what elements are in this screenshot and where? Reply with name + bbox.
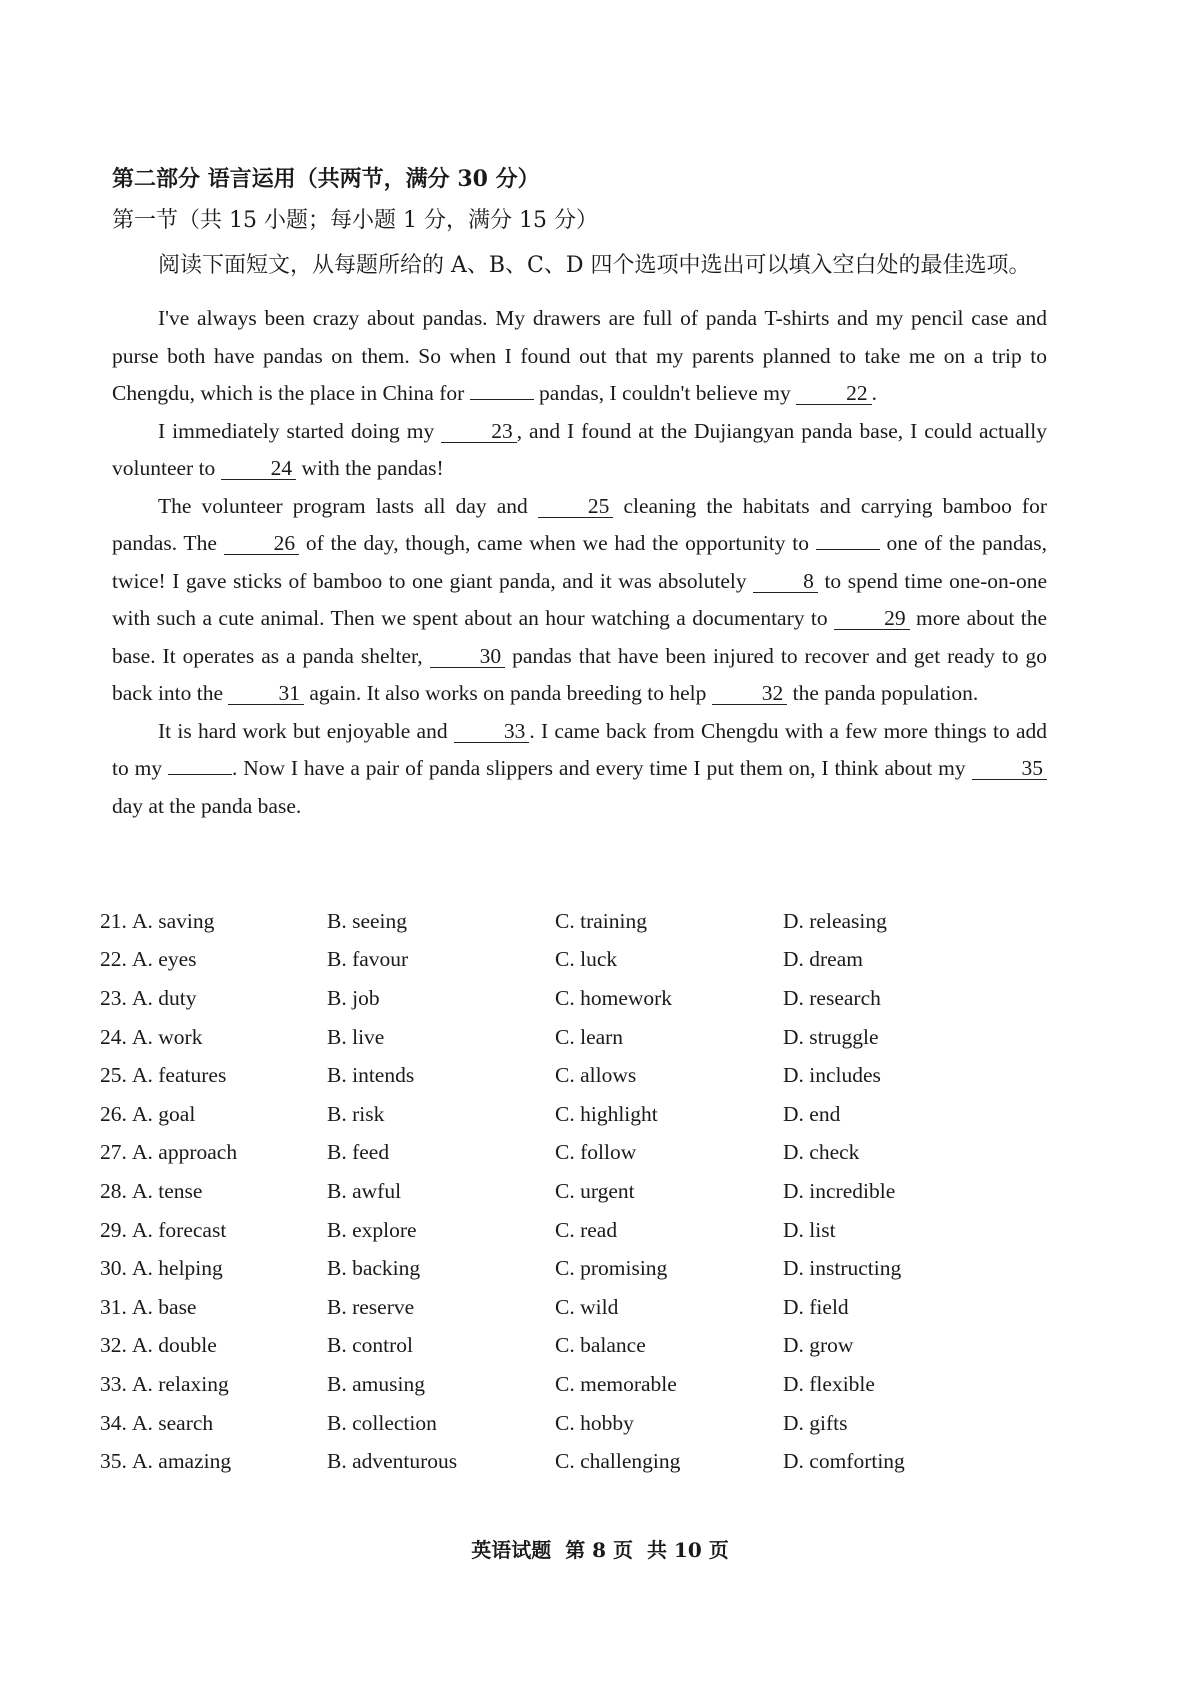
option-b: B. adventurous [327,1449,458,1474]
option-c: C. learn [555,1024,624,1049]
question-number: 22. [100,947,127,972]
question-number: 32. [100,1333,127,1358]
question-row [100,1056,1060,1095]
option-d: D. grow [783,1333,854,1358]
option-b: B. favour [327,947,409,972]
question-row [100,1095,1060,1134]
option-d: D. instructing [783,1256,902,1281]
question-number: 31. [100,1294,127,1319]
option-a: A. amazing [132,1449,232,1474]
question-row [100,1404,1060,1443]
question-number: 29. [100,1217,127,1242]
blank-23: 23 [441,420,517,443]
option-c: C. urgent [555,1178,635,1203]
option-b: B. seeing [327,908,408,933]
option-d: D. end [783,1101,841,1126]
blank-34 [168,774,232,775]
option-c: C. promising [555,1256,668,1281]
question-number: 25. [100,1063,127,1088]
question-row [100,1327,1060,1366]
question-row [100,1018,1060,1057]
answer-options [100,902,1060,1481]
paragraph-2: I immediately started doing my 23 , and I found at the Dujiangyan panda base, I could actually volunteer to 24 with the pandas! [112,418,1047,480]
option-a: A. eyes [132,947,197,972]
option-a: A. relaxing [132,1371,229,1396]
option-a: A. features [132,1063,227,1088]
option-a: A. duty [132,985,197,1010]
blank-32: 32 [712,682,788,705]
option-c: C. memorable [555,1371,677,1396]
paragraph-4: It is hard work but enjoyable and 33 . I came back from Chengdu with a few more things to add to my . Now I have a pair of panda slippers and every time I put them on, I think about my 35 day at the panda base. [112,718,1048,818]
option-a: A. work [132,1024,203,1049]
option-d: D. comforting [783,1449,905,1474]
option-d: D. gifts [783,1410,848,1435]
option-b: B. intends [327,1063,415,1088]
option-d: D. research [783,985,881,1010]
option-d: D. includes [783,1063,881,1088]
option-b: B. explore [327,1217,417,1242]
option-b: B. live [327,1024,385,1049]
blank-27 [816,549,880,550]
option-a: A. search [132,1410,214,1435]
option-a: A. saving [132,908,215,933]
option-a: A. double [132,1333,217,1358]
option-c: C. wild [555,1294,619,1319]
question-row [100,902,1060,941]
paragraph-3: The volunteer program lasts all day and 25 cleaning the habitats and carrying bamboo for pandas. The 26 of the day, though, came when we had the opportunity to one of the pandas, twice! I gave sticks of bamboo to one giant panda, and it was absolutely 8 to spend time one-on-one with such a cute animal. Then we spent about an hour watching a documentary to 29 more about the base. It operates as a panda shelter, 30 pandas that have been injured to recover and get ready to go back into the 31 again. It also works on panda breeding to help 32 the panda population. [112,493,1048,705]
option-d: D. incredible [783,1178,896,1203]
option-d: D. flexible [783,1371,875,1396]
question-number: 27. [100,1140,127,1165]
option-c: C. training [555,908,647,933]
option-d: D. dream [783,947,863,972]
blank-29: 29 [834,607,910,630]
question-row [100,941,1060,980]
question-row [100,1288,1060,1327]
option-c: C. follow [555,1140,637,1165]
question-number: 23. [100,985,127,1010]
cloze-passage [112,300,1047,825]
blank-21 [470,399,534,400]
blank-28: 8 [753,570,818,593]
option-c: C. challenging [555,1449,681,1474]
instructions: 阅读下面短文，从每题所给的 A、B、C、D 四个选项中选出可以填入空白处的最佳选项。 [158,253,1031,278]
option-a: A. forecast [132,1217,227,1242]
blank-30: 30 [430,645,506,668]
blank-25: 25 [538,495,614,518]
blank-35: 35 [972,757,1048,780]
option-b: B. reserve [327,1294,415,1319]
question-row [100,1172,1060,1211]
question-row [100,1211,1060,1250]
option-d: D. struggle [783,1024,879,1049]
paragraph-1: I've always been crazy about pandas. My drawers are full of panda T-shirts and my pencil case and purse both have pandas on them. So when I found out that my parents planned to take me on a trip to Chengdu, which is the place in China for pandas, I couldn't believe my 22 . [112,306,1047,405]
question-row [100,1134,1060,1173]
option-a: A. approach [132,1140,238,1165]
question-number: 33. [100,1371,127,1396]
option-c: C. hobby [555,1410,634,1435]
option-a: A. helping [132,1256,223,1281]
question-number: 21. [100,908,127,933]
option-d: D. field [783,1294,849,1319]
option-b: B. awful [327,1178,402,1203]
option-d: D. releasing [783,908,887,933]
blank-26: 26 [224,532,300,555]
option-a: A. tense [132,1178,203,1203]
option-c: C. read [555,1217,618,1242]
option-a: A. base [132,1294,197,1319]
option-b: B. backing [327,1256,421,1281]
option-b: B. control [327,1333,413,1358]
option-a: A. goal [132,1101,196,1126]
question-row [100,1442,1060,1481]
option-c: C. allows [555,1063,637,1088]
question-number: 30. [100,1256,127,1281]
question-number: 34. [100,1410,127,1435]
question-number: 26. [100,1101,127,1126]
option-c: C. luck [555,947,618,972]
option-c: C. highlight [555,1101,658,1126]
blank-22: 22 [796,382,872,405]
question-row [100,979,1060,1018]
option-b: B. feed [327,1140,390,1165]
option-d: D. check [783,1140,860,1165]
option-d: D. list [783,1217,836,1242]
option-b: B. amusing [327,1371,425,1396]
question-number: 28. [100,1178,127,1203]
question-number: 24. [100,1024,127,1049]
question-row [100,1365,1060,1404]
blank-31: 31 [228,682,304,705]
section-title: 第一节（共 15 小题；每小题 1 分，满分 15 分） [112,208,598,233]
option-c: C. balance [555,1333,646,1358]
option-b: B. job [327,985,380,1010]
option-b: B. risk [327,1101,385,1126]
blank-33: 33 [454,720,530,743]
part-title: 第二部分 语言运用（共两节，满分 30 分） [112,166,540,192]
option-c: C. homework [555,985,673,1010]
question-number: 35. [100,1449,127,1474]
option-b: B. collection [327,1410,437,1435]
page-footer: 英语试题 第 8 页 共 10 页 [471,1538,729,1562]
blank-24: 24 [221,457,297,480]
question-row [100,1249,1060,1288]
